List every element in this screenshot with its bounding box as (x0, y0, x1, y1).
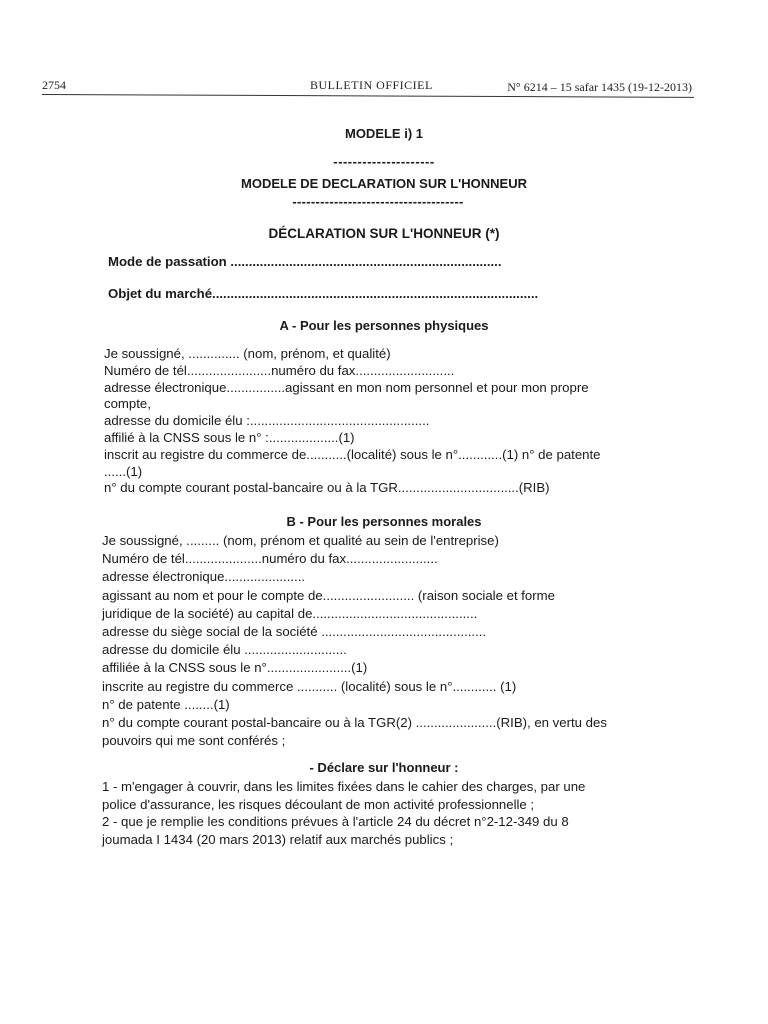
section-b-line: agissant au nom et pour le compte de......................... (raison sociale et forme (102, 587, 555, 603)
section-a-body (104, 346, 601, 497)
section-b-line: pouvoirs qui me sont conférés ; (102, 733, 286, 749)
section-a-line: adresse électronique................agissant en mon nom personnel et pour mon propre (104, 379, 589, 395)
section-a-line: n° du compte courant postal-bancaire ou à la TGR.................................(RIB) (104, 480, 550, 496)
objet-marche-field: Objet du marché......................................................................................... (108, 286, 539, 301)
dash-separator: ------------------------------------- (292, 194, 464, 209)
section-a-line: Je soussigné, .............. (nom, prénom, et qualité) (104, 346, 391, 361)
declaration-title: DÉCLARATION SUR L'HONNEUR (*) (268, 226, 500, 241)
section-b-heading: B - Pour les personnes morales (286, 514, 482, 529)
section-b-body (102, 532, 607, 750)
modele-number: MODELE i) 1 (344, 126, 423, 141)
section-a-line: affilié à la CNSS sous le n° :...................(1) (104, 429, 355, 445)
section-b-line: adresse électronique...................... (102, 569, 306, 585)
declare-line: 1 - m'engager à couvrir, dans les limites fixées dans le cahier des charges, par une (102, 779, 586, 794)
section-b-line: affiliée à la CNSS sous le n°.......................(1) (102, 660, 368, 676)
publication-title: BULLETIN OFFICIEL (310, 78, 433, 92)
section-b-line: Numéro de tél.....................numéro du fax......................... (102, 551, 438, 567)
section-b-line: n° du compte courant postal-bancaire ou à la TGR(2) ......................(RIB), en vertu des (102, 715, 607, 731)
section-b-line: adresse du siège social de la société ............................................. (102, 624, 487, 640)
page-header (42, 74, 692, 96)
dash-separator: --------------------- (333, 154, 435, 169)
section-b-line: inscrite au registre du commerce ........... (localité) sous le n°............ (1) (102, 678, 517, 694)
declare-line: joumada I 1434 (20 mars 2013) relatif aux marchés publics ; (102, 831, 454, 847)
section-a-line: Numéro de tél.......................numéro du fax........................... (104, 362, 455, 378)
section-a-line: compte, (104, 396, 151, 412)
section-b-line: n° de patente ........(1) (102, 696, 230, 712)
declare-line: police d'assurance, les risques découlant de mon activité professionnelle ; (102, 796, 535, 812)
declare-heading: - Déclare sur l'honneur : (309, 760, 459, 775)
section-b-line: adresse du domicile élu ............................ (102, 642, 347, 658)
section-a-line: ......(1) (104, 463, 143, 479)
issue-reference: N° 6214 – 15 safar 1435 (19-12-2013) (507, 80, 692, 94)
model-title: MODELE DE DECLARATION SUR L'HONNEUR (241, 176, 527, 191)
declare-body (102, 778, 585, 848)
section-b-line: juridique de la société) au capital de............................................. (102, 605, 478, 621)
section-a-heading: A - Pour les personnes physiques (279, 318, 489, 333)
section-b-line: Je soussigné, ......... (nom, prénom et qualité au sein de l'entreprise) (102, 533, 499, 548)
declare-line: 2 - que je remplie les conditions prévues à l'article 24 du décret n°2-12-349 du 8 (102, 814, 569, 830)
page-number: 2754 (42, 78, 66, 92)
section-a-line: inscrit au registre du commerce de...........(localité) sous le n°............(1) n° de patente (104, 446, 601, 462)
section-a-line: adresse du domicile élu :................................................. (104, 413, 430, 429)
mode-passation-field: Mode de passation .......................................................................... (108, 254, 502, 269)
